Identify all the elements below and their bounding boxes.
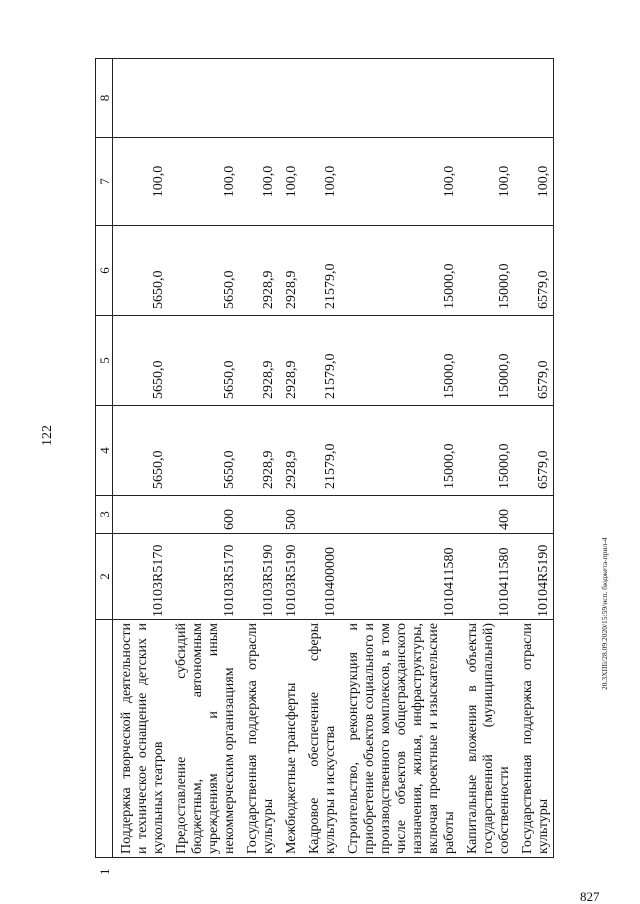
- row-value-5: 5650,0: [168, 406, 239, 496]
- table-row: [113, 59, 169, 858]
- row-empty-cell: [113, 59, 169, 138]
- row-value-5: 15000,0: [459, 406, 514, 496]
- row-value-6: 5650,0: [168, 316, 239, 406]
- row-kvr: [301, 496, 340, 534]
- budget-table-container: [95, 58, 571, 875]
- row-percent: 100,0: [459, 138, 514, 226]
- document-footer-note: 20.3XIIIi/28.09.2020/15:59/исп. бюджета-прил-4: [600, 537, 609, 690]
- row-percent: 100,0: [301, 138, 340, 226]
- row-value-6: 2928,9: [239, 316, 278, 406]
- row-name: Капитальные вложения в объекты государственной (муниципальной) собственности: [459, 620, 514, 858]
- row-value-6: 15000,0: [459, 316, 514, 406]
- row-name: Государственная поддержка отрасли культуры: [239, 620, 278, 858]
- column-header: 6: [96, 226, 113, 316]
- row-percent: 100,0: [168, 138, 239, 226]
- row-value-6: 21579,0: [301, 316, 340, 406]
- row-kvr: 600: [168, 496, 239, 534]
- column-header: 3: [96, 496, 113, 534]
- row-value-7: 15000,0: [459, 226, 514, 316]
- row-empty-cell: [301, 59, 340, 138]
- row-value-5: 2928,9: [239, 406, 278, 496]
- row-code: 10104R5190: [514, 534, 554, 620]
- row-value-6: 2928,9: [278, 316, 301, 406]
- row-code: 10103R5170: [113, 534, 169, 620]
- row-percent: 100,0: [340, 138, 459, 226]
- row-value-7: 15000,0: [340, 226, 459, 316]
- column-header: 7: [96, 138, 113, 226]
- corner-page-number: 827: [580, 889, 600, 904]
- row-value-5: 6579,0: [514, 406, 554, 496]
- row-value-5: 15000,0: [340, 406, 459, 496]
- row-percent: 100,0: [239, 138, 278, 226]
- row-empty-cell: [514, 59, 554, 138]
- column-header: 5: [96, 316, 113, 406]
- table-row: [278, 59, 301, 858]
- row-value-5: 2928,9: [278, 406, 301, 496]
- row-name: Межбюджетные трансферты: [278, 620, 301, 858]
- row-percent: 100,0: [113, 138, 169, 226]
- row-percent: 100,0: [514, 138, 554, 226]
- row-value-7: 2928,9: [239, 226, 278, 316]
- row-empty-cell: [459, 59, 514, 138]
- table-row: [239, 59, 278, 858]
- row-value-6: 15000,0: [340, 316, 459, 406]
- row-code: 10103R5190: [278, 534, 301, 620]
- row-kvr: 400: [459, 496, 514, 534]
- row-value-7: 2928,9: [278, 226, 301, 316]
- table-row: [340, 59, 459, 858]
- table-row: [168, 59, 239, 858]
- row-empty-cell: [239, 59, 278, 138]
- row-kvr: [113, 496, 169, 534]
- row-kvr: [514, 496, 554, 534]
- column-header: 8: [96, 59, 113, 138]
- row-value-6: 5650,0: [113, 316, 169, 406]
- row-kvr: 500: [278, 496, 301, 534]
- row-value-5: 5650,0: [113, 406, 169, 496]
- row-value-7: 21579,0: [301, 226, 340, 316]
- row-code: 1010411580: [459, 534, 514, 620]
- row-code: 1010400000: [301, 534, 340, 620]
- row-value-7: 6579,0: [514, 226, 554, 316]
- column-header: 4: [96, 406, 113, 496]
- row-name: Поддержка творческой деятельности и техническое оснащение детских и кукольных театров: [113, 620, 169, 858]
- row-name: Кадровое обеспечение сферы культуры и искусства: [301, 620, 340, 858]
- budget-table: [95, 58, 554, 875]
- row-kvr: [340, 496, 459, 534]
- row-name: Строительство, реконструкция и приобретение объектов социального и производственного комплексов, в том числе объектов общегражданского назначения, жилья, инфраструктуры, включая проектные и изыскательские работы: [340, 620, 459, 858]
- row-empty-cell: [340, 59, 459, 138]
- row-kvr: [239, 496, 278, 534]
- row-name: Предоставление субсидий бюджетным, автономным учреждениям и иным некоммерческим организациям: [168, 620, 239, 858]
- column-header: 1: [96, 620, 113, 858]
- row-percent: 100,0: [278, 138, 301, 226]
- row-value-7: 5650,0: [168, 226, 239, 316]
- table-row: [514, 59, 554, 858]
- row-code: 1010411580: [340, 534, 459, 620]
- row-empty-cell: [168, 59, 239, 138]
- row-name: Государственная поддержка отрасли культуры: [514, 620, 554, 858]
- column-header: 2: [96, 534, 113, 620]
- row-value-5: 21579,0: [301, 406, 340, 496]
- row-value-6: 6579,0: [514, 316, 554, 406]
- row-value-7: 5650,0: [113, 226, 169, 316]
- table-row: [301, 59, 340, 858]
- row-empty-cell: [278, 59, 301, 138]
- page-number: 122: [40, 425, 55, 446]
- row-code: 10103R5190: [239, 534, 278, 620]
- row-code: 10103R5170: [168, 534, 239, 620]
- table-row: [459, 59, 514, 858]
- column-number-row: [96, 59, 113, 858]
